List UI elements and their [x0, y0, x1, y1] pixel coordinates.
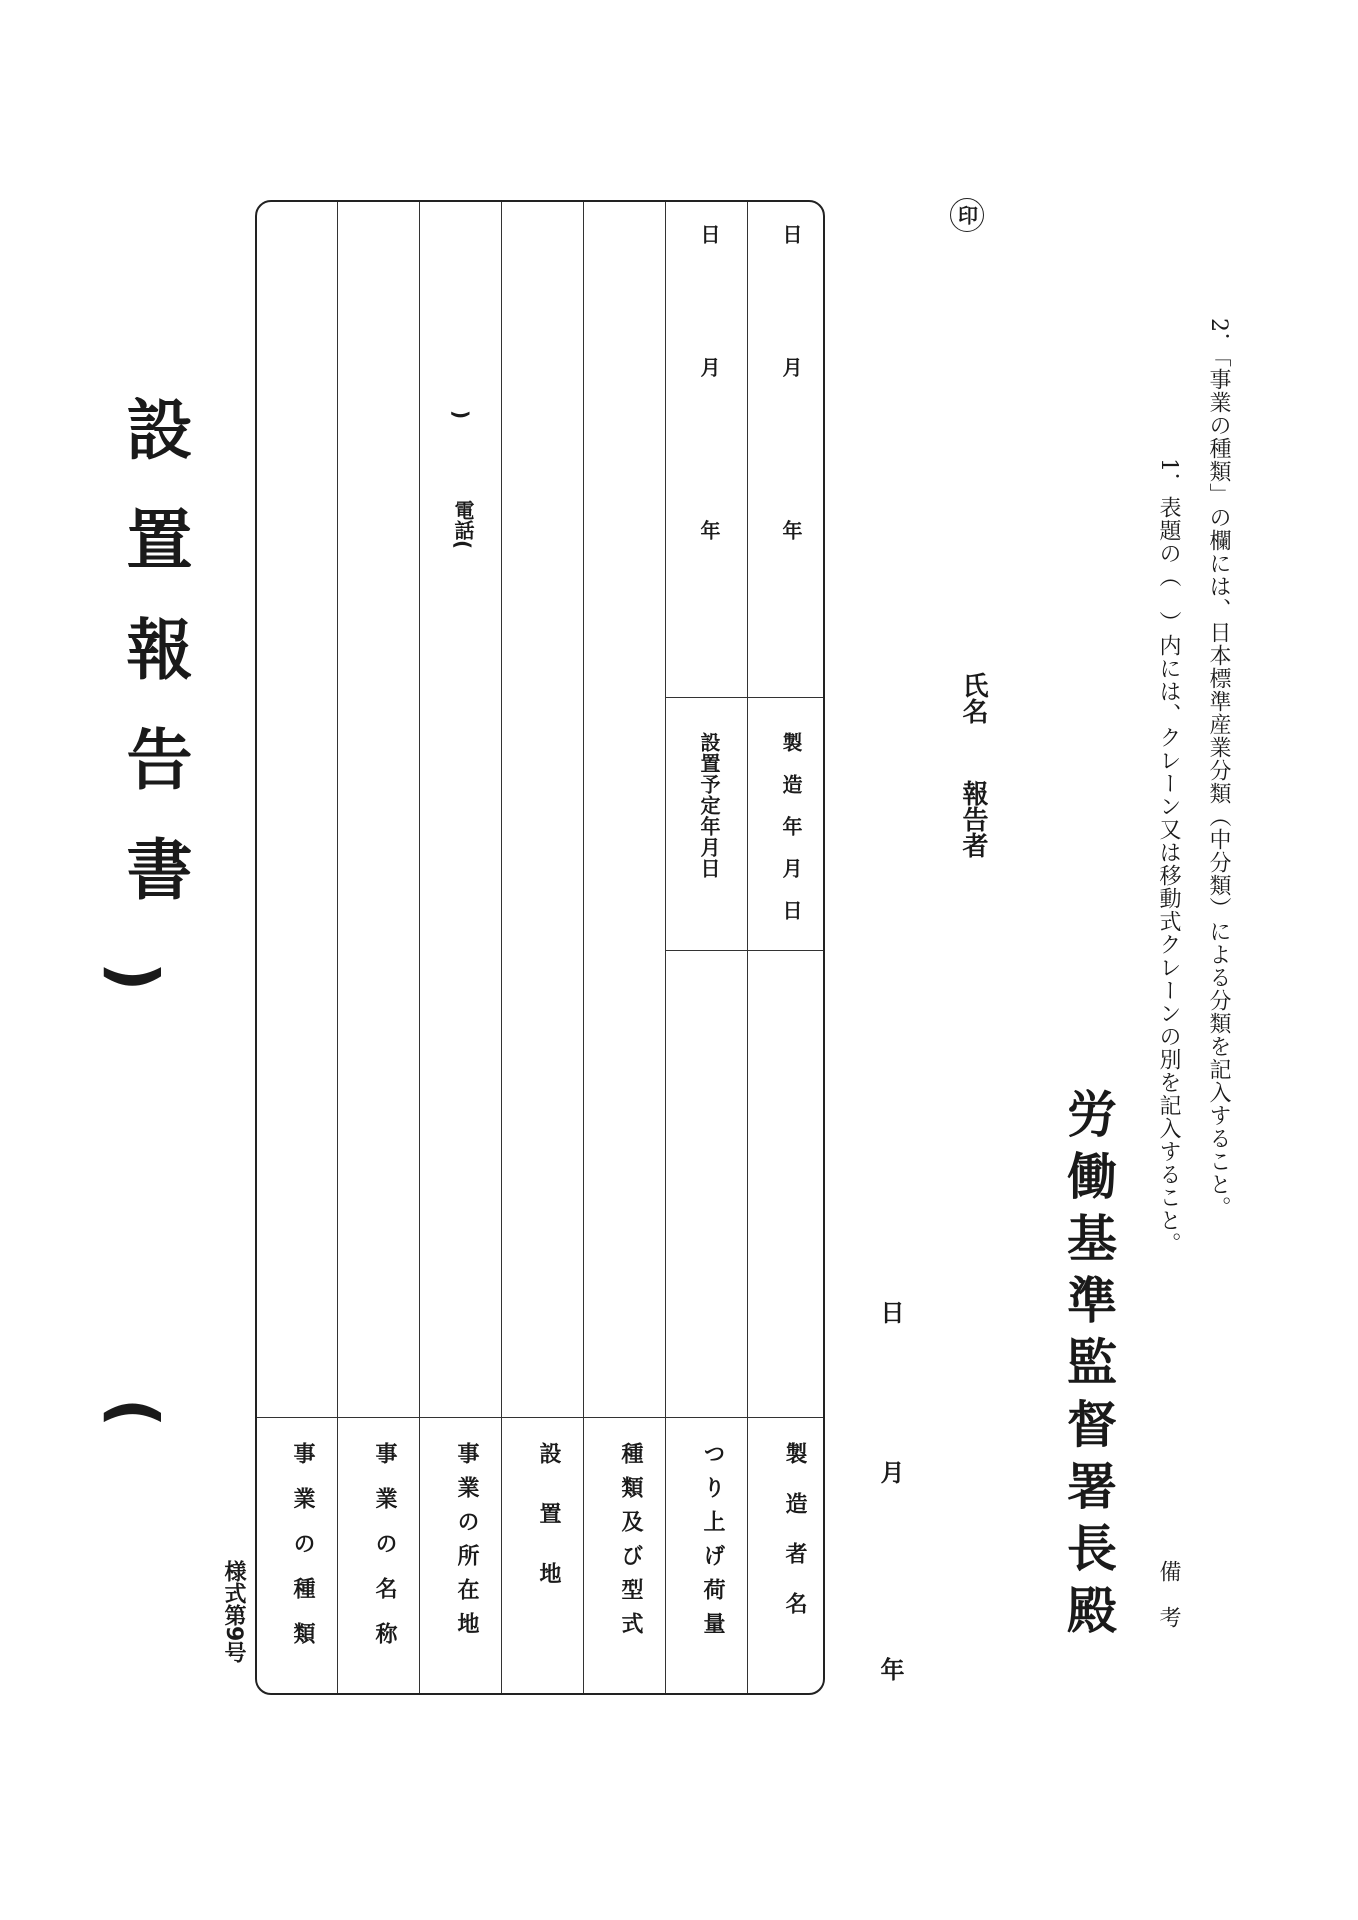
value-type-and-model[interactable]	[583, 202, 665, 1417]
value-business-type[interactable]	[257, 202, 337, 1417]
seal-glyph: 印	[954, 205, 979, 225]
phone-label: 電話(	[451, 500, 475, 550]
value-business-location[interactable]	[419, 202, 501, 1417]
planned-date-month: 月	[697, 357, 721, 377]
reporter-label: 報告者	[958, 780, 988, 858]
label-column-divider	[257, 1417, 823, 1418]
note-item-1: 1．表題の（ ）内には、クレーン又は移動式クレーンの別を記入すること。	[1156, 458, 1181, 1255]
row-divider	[665, 202, 666, 1693]
form-title: 設置報告書	[115, 395, 192, 945]
label-business-type: 事業の種類	[290, 1442, 315, 1667]
title-open-paren: (	[96, 1398, 170, 1428]
installation-form-table	[255, 200, 825, 1695]
report-date-month: 月	[876, 1460, 904, 1484]
label-lifting-load: つり上げ荷量	[700, 1442, 725, 1646]
label-installation-planned-date: 設置予定年月日	[697, 732, 721, 879]
label-type-and-model: 種類及び型式	[618, 1442, 643, 1646]
reporter-name-label: 氏名	[958, 672, 988, 724]
form-number: 様式第9号	[221, 1560, 246, 1664]
report-date-year: 年	[876, 1657, 904, 1681]
notes-label: 備 考	[1156, 1560, 1181, 1629]
row-divider	[747, 202, 748, 1693]
planned-date-day: 日	[697, 224, 721, 244]
label-installation-site: 設 置 地	[536, 1442, 561, 1592]
label-manufacturer: 製 造 者 名	[782, 1442, 807, 1617]
phone-close: )	[449, 410, 473, 420]
title-close-paren: )	[96, 962, 170, 992]
value-installation-site[interactable]	[501, 202, 583, 1417]
value-lifting-load[interactable]	[665, 950, 747, 1417]
label-manufacture-date: 製 造 年 月 日	[779, 732, 803, 921]
manufacture-date-month: 月	[779, 357, 803, 377]
report-date-day: 日	[876, 1300, 904, 1324]
manufacture-date-day: 日	[779, 224, 803, 244]
value-manufacturer[interactable]	[747, 950, 827, 1417]
seal-mark	[950, 198, 984, 232]
label-business-name: 事業の名称	[372, 1442, 397, 1667]
note-item-2: 2．「事業の種類」の欄には、日本標準産業分類（中分類）による分類を記入すること。	[1206, 318, 1231, 1219]
planned-date-year: 年	[697, 520, 721, 540]
manufacture-date-year: 年	[779, 520, 803, 540]
label-business-location: 事業の所在地	[454, 1442, 479, 1646]
value-business-name[interactable]	[337, 202, 419, 1417]
addressee: 労働基準監督署長殿	[1059, 1088, 1117, 1646]
date-label-divider	[665, 697, 823, 698]
